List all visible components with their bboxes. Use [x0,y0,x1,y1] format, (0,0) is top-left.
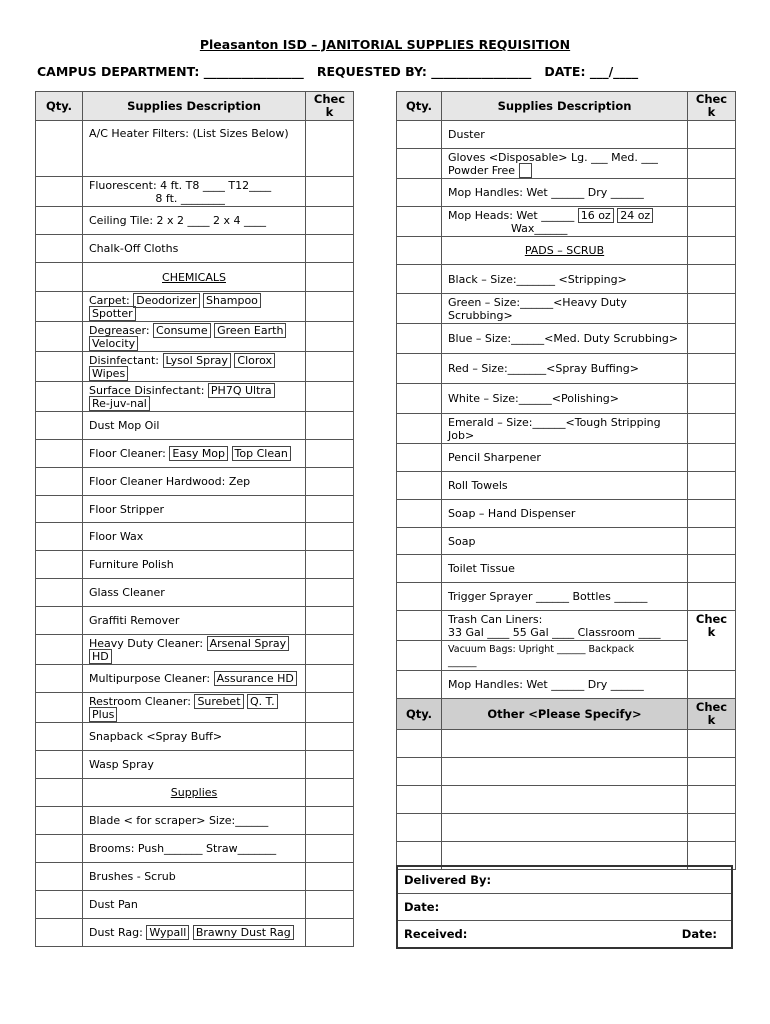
check-cell[interactable] [306,579,354,607]
item-carpet: Carpet: Deodorizer Shampoo Spotter [83,292,306,322]
table-row [36,322,354,352]
table-row [36,807,354,835]
table-row [397,730,736,758]
check-cell[interactable] [306,523,354,551]
check-cell[interactable] [306,751,354,779]
received-date-label: Date: [681,927,717,941]
table-row [36,177,354,207]
qty-cell[interactable] [397,814,442,842]
delivery-box [396,865,733,949]
item-roll-towels: Roll Towels [442,472,688,500]
check-cell[interactable] [688,354,736,384]
qty-cell[interactable] [397,611,442,641]
item-trash-can-liners: Trash Can Liners: 33 Gal ____ 55 Gal ____ Classroom ____ [442,611,688,641]
check-cell[interactable] [688,414,736,444]
qty-cell[interactable] [36,891,83,919]
table-row [397,555,736,583]
table-row [397,814,736,842]
check-header: Chec k [306,92,354,121]
table-row [36,292,354,322]
check-cell[interactable] [306,807,354,835]
check-cell[interactable] [688,237,736,265]
item-heavy-duty-cleaner: Heavy Duty Cleaner: Arsenal Spray HD [83,635,306,665]
check-cell[interactable] [306,496,354,523]
qty-cell[interactable] [397,354,442,384]
check-cell[interactable] [688,207,736,237]
qty-cell[interactable] [36,440,83,468]
qty-cell[interactable] [36,723,83,751]
item-pad-emerald: Emerald – Size:______<Tough Stripping Job> [442,414,688,444]
item-mop-handles: Mop Handles: Wet ______ Dry ______ [442,179,688,207]
item-floor-cleaner: Floor Cleaner: Easy Mop Top Clean [83,440,306,468]
table-row [397,641,736,671]
qty-cell[interactable] [36,207,83,235]
item-pad-black: Black – Size:_______ <Stripping> [442,265,688,294]
check-cell[interactable] [306,723,354,751]
delivered-by-field[interactable] [397,866,732,894]
item-duster: Duster [442,121,688,149]
item-trigger-sprayer: Trigger Sprayer ______ Bottles ______ [442,583,688,611]
qty-cell[interactable] [36,607,83,635]
qty-cell[interactable] [36,665,83,693]
table-row [397,354,736,384]
qty-cell[interactable] [36,835,83,863]
qty-cell[interactable] [397,758,442,786]
table-row [36,607,354,635]
table-row [36,207,354,235]
qty-cell[interactable] [36,579,83,607]
qty-cell[interactable] [397,237,442,265]
check-cell[interactable] [306,207,354,235]
item-furniture-polish: Furniture Polish [83,551,306,579]
check-cell[interactable] [688,265,736,294]
qty-cell[interactable] [36,263,83,292]
right-header-row [397,92,736,121]
qty-cell[interactable] [36,121,83,177]
check-cell[interactable] [306,835,354,863]
table-row [36,440,354,468]
table-row [397,149,736,179]
section-supplies: Supplies [83,779,306,807]
qty-cell[interactable] [36,635,83,665]
table-row [397,207,736,237]
qty-cell[interactable] [36,779,83,807]
table-row [36,579,354,607]
item-floor-stripper: Floor Stripper [83,496,306,523]
left-header-row [36,92,354,121]
item-mop-handles-2: Mop Handles: Wet ______ Dry ______ [442,671,688,699]
left-supplies-table [35,91,354,947]
item-pad-white: White – Size:______<Polishing> [442,384,688,414]
table-row [397,500,736,528]
table-row [36,412,354,440]
item-dust-mop-oil: Dust Mop Oil [83,412,306,440]
check-cell[interactable] [688,786,736,814]
qty-cell[interactable] [36,235,83,263]
item-mop-heads: Mop Heads: Wet ______ 16 oz 24 oz Wax______ [442,207,688,237]
check-cell[interactable] [306,292,354,322]
qty-cell[interactable] [36,496,83,523]
qty-cell[interactable] [397,555,442,583]
item-blade: Blade < for scraper> Size:______ [83,807,306,835]
table-row [397,121,736,149]
table-row [36,751,354,779]
check-cell[interactable] [688,758,736,786]
table-row [36,551,354,579]
qty-cell[interactable] [36,919,83,947]
item-dust-pan: Dust Pan [83,891,306,919]
check-cell[interactable] [688,528,736,555]
table-row [397,179,736,207]
qty-cell[interactable] [397,528,442,555]
check-cell[interactable] [306,382,354,412]
check-cell[interactable] [306,635,354,665]
qty-header: Qty. [397,92,442,121]
check-cell[interactable] [306,919,354,947]
desc-header: Supplies Description [83,92,306,121]
table-row [397,294,736,324]
check-cell[interactable] [688,179,736,207]
section-pads-scrub: PADS – SCRUB [442,237,688,265]
check-cell[interactable] [306,121,354,177]
table-row [36,235,354,263]
qty-cell[interactable] [36,523,83,551]
check-cell[interactable] [306,779,354,807]
item-floor-cleaner-hardwood: Floor Cleaner Hardwood: Zep [83,468,306,496]
table-row [397,384,736,414]
check-cell[interactable] [688,671,736,699]
qty-cell[interactable] [397,583,442,611]
item-degreaser: Degreaser: Consume Green Earth Velocity [83,322,306,352]
item-pad-red: Red – Size:_______<Spray Buffing> [442,354,688,384]
section-chemicals: CHEMICALS [83,263,306,292]
other-desc-cell[interactable] [442,730,688,758]
other-desc-cell[interactable] [442,814,688,842]
item-snapback: Snapback <Spray Buff> [83,723,306,751]
check-cell[interactable] [688,500,736,528]
check-cell[interactable] [306,607,354,635]
item-pad-blue: Blue – Size:______<Med. Duty Scrubbing> [442,324,688,354]
check-cell[interactable] [688,384,736,414]
other-header-row [397,699,736,730]
qty-cell[interactable] [397,414,442,444]
qty-cell[interactable] [397,207,442,237]
table-row [397,786,736,814]
qty-cell[interactable] [397,179,442,207]
item-dust-rag: Dust Rag: Wypall Brawny Dust Rag [83,919,306,947]
qty-cell[interactable] [36,292,83,322]
item-disinfectant: Disinfectant: Lysol Spray Clorox Wipes [83,352,306,382]
table-row [36,263,354,292]
check-cell[interactable] [306,863,354,891]
qty-cell[interactable] [397,472,442,500]
table-row [397,758,736,786]
check-cell[interactable] [306,263,354,292]
item-ac-filters: A/C Heater Filters: (List Sizes Below) [83,121,306,177]
qty-cell[interactable] [397,384,442,414]
table-row [36,693,354,723]
qty-cell[interactable] [397,324,442,354]
item-chalk-off-cloths: Chalk-Off Cloths [83,235,306,263]
check-header: Chec k [688,92,736,121]
qty-cell[interactable] [397,641,442,671]
item-fluorescent: Fluorescent: 4 ft. T8 ____ T12____ 8 ft. ________ [83,177,306,207]
item-surface-disinfectant: Surface Disinfectant: PH7Q Ultra Re-juv-nal [83,382,306,412]
qty-cell[interactable] [397,786,442,814]
table-row [36,352,354,382]
qty-cell[interactable] [36,863,83,891]
check-cell[interactable] [306,665,354,693]
check-cell[interactable] [306,235,354,263]
check-cell[interactable] [306,891,354,919]
table-row [397,324,736,354]
check-cell[interactable] [688,324,736,354]
check-cell[interactable] [306,352,354,382]
item-soap-hand-dispenser: Soap – Hand Dispenser [442,500,688,528]
table-row [36,665,354,693]
check-cell[interactable] [688,149,736,179]
check-cell[interactable] [306,693,354,723]
item-gloves: Gloves <Disposable> Lg. ___ Med. ___ Powder Free [442,149,688,179]
check-cell[interactable] [688,730,736,758]
table-row [36,523,354,551]
table-row [397,414,736,444]
check-cell[interactable] [688,444,736,472]
page-title: Pleasanton ISD – JANITORIAL SUPPLIES REQUISITION [199,37,571,52]
qty-cell[interactable] [397,265,442,294]
check-cell[interactable] [688,583,736,611]
date-label: Date: [404,900,440,914]
check-cell[interactable] [688,294,736,324]
table-row [36,635,354,665]
table-row [397,583,736,611]
check-cell[interactable] [688,555,736,583]
table-row [36,863,354,891]
table-row [36,919,354,947]
item-restroom-cleaner: Restroom Cleaner: Surebet Q. T. Plus [83,693,306,723]
qty-cell[interactable] [36,382,83,412]
table-row [36,468,354,496]
qty-cell[interactable] [36,322,83,352]
qty-cell[interactable] [36,412,83,440]
table-row [397,671,736,699]
check-cell[interactable] [688,814,736,842]
table-row [397,528,736,555]
qty-cell[interactable] [397,149,442,179]
table-row [36,891,354,919]
item-pad-green: Green – Size:______<Heavy Duty Scrubbing> [442,294,688,324]
table-row [36,723,354,751]
received-label: Received: [404,927,468,941]
qty-cell[interactable] [397,500,442,528]
table-row [36,496,354,523]
item-glass-cleaner: Glass Cleaner [83,579,306,607]
check-cell[interactable] [306,551,354,579]
check-cell[interactable] [306,468,354,496]
item-toilet-tissue: Toilet Tissue [442,555,688,583]
check-cell[interactable] [306,177,354,207]
check-label: Chec k [688,611,736,671]
qty-cell[interactable] [397,121,442,149]
item-ceiling-tile: Ceiling Tile: 2 x 2 ____ 2 x 4 ____ [83,207,306,235]
header-fields-line: CAMPUS DEPARTMENT: ________________ REQUESTED BY: ________________ DATE: ___/____ [37,64,639,79]
item-pencil-sharpener: Pencil Sharpener [442,444,688,472]
table-row [36,382,354,412]
qty-header: Qty. [36,92,83,121]
check-cell[interactable] [688,121,736,149]
item-brooms: Brooms: Push_______ Straw_______ [83,835,306,863]
item-multipurpose-cleaner: Multipurpose Cleaner: Assurance HD [83,665,306,693]
qty-cell[interactable] [397,444,442,472]
qty-cell[interactable] [36,352,83,382]
item-wasp-spray: Wasp Spray [83,751,306,779]
qty-cell[interactable] [397,294,442,324]
check-cell[interactable] [688,472,736,500]
other-check-header: Chec k [688,699,736,730]
item-floor-wax: Floor Wax [83,523,306,551]
other-desc-cell[interactable] [442,786,688,814]
item-vacuum-bags: Vacuum Bags: Upright ______ Backpack ______ [442,641,688,671]
qty-cell[interactable] [36,177,83,207]
date-field[interactable] [397,894,732,921]
qty-cell[interactable] [36,551,83,579]
qty-cell[interactable] [36,468,83,496]
qty-cell[interactable] [397,730,442,758]
item-graffiti-remover: Graffiti Remover [83,607,306,635]
qty-cell[interactable] [36,693,83,723]
table-row [397,472,736,500]
table-row [397,237,736,265]
other-qty-header: Qty. [397,699,442,730]
item-soap: Soap [442,528,688,555]
other-desc-cell[interactable] [442,758,688,786]
right-supplies-table [396,91,736,870]
table-row [397,444,736,472]
delivered-by-label: Delivered By: [404,873,492,887]
item-brushes-scrub: Brushes - Scrub [83,863,306,891]
desc-header: Supplies Description [442,92,688,121]
qty-cell[interactable] [397,671,442,699]
other-desc-header: Other <Please Specify> [442,699,688,730]
powder-free-checkbox[interactable] [519,163,532,178]
check-cell[interactable] [306,412,354,440]
check-cell[interactable] [306,440,354,468]
table-row [397,265,736,294]
check-cell[interactable] [306,322,354,352]
table-row [36,835,354,863]
received-field[interactable] [397,921,732,949]
qty-cell[interactable] [36,807,83,835]
table-row [36,779,354,807]
table-row [397,611,736,641]
qty-cell[interactable] [36,751,83,779]
table-row [36,121,354,177]
